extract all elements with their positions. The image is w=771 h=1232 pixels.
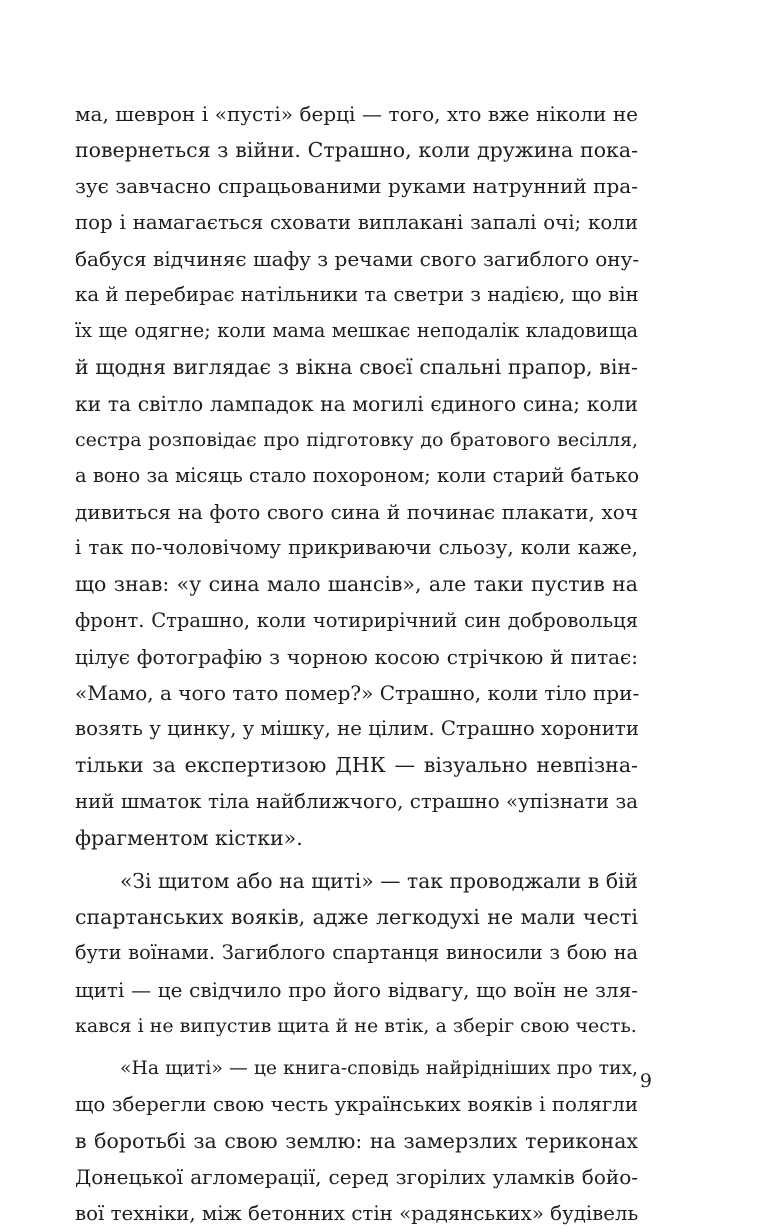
text-line: бути воїнами. Загиблого спартанця виносили з бою на [75, 941, 638, 965]
text-line: щиті — це свідчило про його відвагу, що воїн не зля- [75, 977, 638, 1002]
text-line: зує завчасно спрацьованими руками натрунний пра- [75, 174, 638, 199]
text-line: що зберегли свою честь українських вояків і полягли [75, 1093, 638, 1117]
text-line: і так по-чоловічому прикриваючи сльозу, коли каже, [75, 536, 638, 560]
body-text [75, 96, 638, 1232]
text-line: Донецької агломерації, серед згорілих уламків бойо- [75, 1165, 638, 1190]
text-line: ма, шеврон і «пусті» берці — того, хто вже ніколи не [75, 102, 638, 126]
page-number: 9 [639, 1070, 652, 1092]
text-line: що знав: «у сина мало шансів», але таки пустив на [75, 572, 638, 597]
text-line: а воно за місяць стало похороном; коли старий батько [75, 463, 640, 487]
text-line: ки та світло лампадок на могилі єдиного сина; коли [75, 391, 638, 416]
text-line: цілує фотографію з чорною косою стрічкою й питає: [75, 644, 638, 669]
text-line: вої техніки, між бетонних стін «радянських» будівель [75, 1201, 639, 1225]
text-line: ний шматок тіла найближчого, страшно «упізнати за [75, 789, 638, 813]
text-line: фронт. Страшно, коли чотирирічний син добровольця [75, 608, 638, 632]
paragraph-spacing [75, 856, 638, 863]
paragraph-2 [75, 863, 638, 1044]
text-line: фрагментом кістки». [75, 825, 303, 850]
text-line: ка й перебирає натільники та светри з надією, що він [75, 282, 639, 306]
text-line: возять у цинку, у мішку, не цілим. Страшно хоронити [75, 717, 640, 741]
paragraph-spacing [75, 1044, 638, 1051]
text-line: в боротьбі за свою землю: на замерзлих териконах [75, 1129, 638, 1154]
text-line: «На щиті» — це книга-сповідь найрідніших про тих, [120, 1057, 638, 1079]
text-line: тільки за експертизою ДНК — візуально невпізна- [75, 753, 638, 778]
text-line: «Зі щитом або на щиті» — так проводжали в бій [120, 868, 638, 893]
text-line: «Мамо, а чого тато помер?» Страшно, коли тіло при- [75, 681, 640, 705]
text-line: повернеться з війни. Страшно, коли дружина пока- [75, 138, 638, 163]
text-line: бабуся відчиняє шафу з речами свого загиблого ону- [75, 246, 640, 271]
text-line: дивиться на фото свого сина й починає плакати, хоч [75, 500, 638, 525]
text-line: пор і намагається сховати виплакані запалі очі; коли [75, 210, 638, 234]
text-line: кався і не випустив щита й не втік, а зберіг свою честь. [75, 1014, 637, 1037]
text-line: спартанських вояків, адже легкодухі не мали честі [75, 905, 638, 930]
text-line: сестра розповідає про підготовку до братового весілля, [75, 428, 638, 451]
paragraph-3 [75, 1051, 638, 1232]
text-line: їх ще одягне; коли мама мешкає неподалік кладовища [75, 319, 638, 343]
text-line: й щодня виглядає з вікна своєї спальні прапор, він- [75, 355, 638, 380]
paragraph-1 [75, 96, 638, 856]
